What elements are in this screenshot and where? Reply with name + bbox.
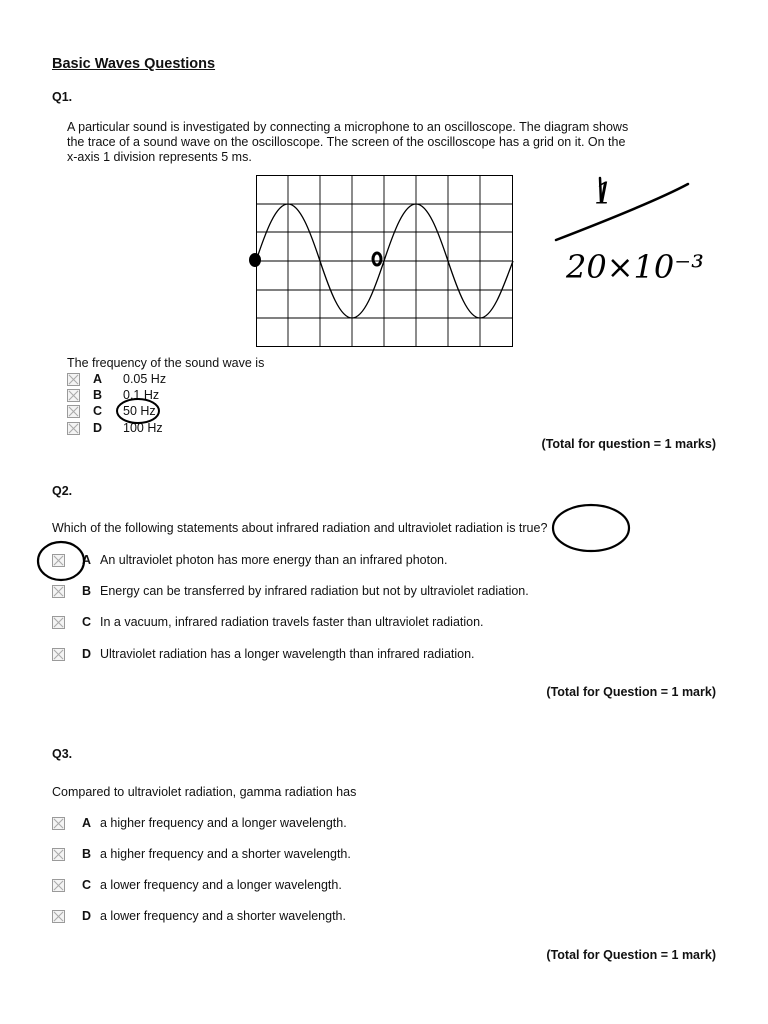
option-text: a higher frequency and a longer wavelength.: [100, 816, 347, 830]
handwritten-dot-marks: [240, 245, 390, 275]
q3-option-d[interactable]: [52, 908, 346, 924]
q2-text: Which of the following statements about infrared radiation and ultraviolet radiation is true?: [52, 521, 548, 535]
handwritten-circle-answer: [112, 394, 164, 428]
q2-option-c[interactable]: [52, 614, 484, 630]
handwritten-denominator: 20×10⁻³: [566, 248, 704, 286]
q3-marks: (Total for Question = 1 mark): [546, 948, 716, 962]
q2-option-a[interactable]: [52, 552, 447, 568]
q3-text: Compared to ultraviolet radiation, gamma radiation has: [52, 785, 357, 799]
option-letter: C: [82, 615, 92, 629]
handwritten-numerator: [590, 172, 620, 212]
q1-text-line-1: A particular sound is investigated by connecting a microphone to an oscilloscope. The diagram shows: [67, 120, 629, 134]
q1-label: Q1.: [52, 90, 73, 104]
q2-option-d[interactable]: [52, 646, 475, 662]
page-title: Basic Waves Questions: [52, 56, 216, 72]
option-letter: B: [82, 584, 92, 598]
option-text: Energy can be transferred by infrared radiation but not by ultraviolet radiation.: [100, 584, 529, 598]
option-letter: D: [93, 421, 103, 435]
q2-option-b[interactable]: [52, 583, 529, 599]
crossed-box-icon[interactable]: [52, 616, 65, 629]
crossed-box-icon[interactable]: [67, 405, 80, 418]
option-letter: D: [82, 909, 92, 923]
option-text: 100 Hz: [123, 421, 163, 435]
q1-text-line-3: x-axis 1 division represents 5 ms.: [67, 150, 252, 164]
option-letter: C: [82, 878, 92, 892]
handwritten-circle-true: [548, 500, 634, 556]
option-text: In a vacuum, infrared radiation travels faster than ultraviolet radiation.: [100, 615, 484, 629]
q2-marks: (Total for Question = 1 mark): [546, 685, 716, 699]
q1-option-a[interactable]: [67, 371, 166, 387]
q3-label: Q3.: [52, 747, 73, 761]
option-letter: D: [82, 647, 92, 661]
q3-option-b[interactable]: [52, 846, 351, 862]
q1-text-line-2: the trace of a sound wave on the oscilloscope. The screen of the oscilloscope has a grid on it. On the: [67, 135, 626, 149]
q1-marks: (Total for question = 1 marks): [541, 437, 716, 451]
option-text: 50 Hz: [123, 404, 156, 418]
crossed-box-icon[interactable]: [52, 910, 65, 923]
option-text: 0.1 Hz: [123, 388, 160, 402]
option-text: Ultraviolet radiation has a longer wavelength than infrared radiation.: [100, 647, 475, 661]
crossed-box-icon[interactable]: [52, 848, 65, 861]
option-letter: A: [82, 553, 92, 567]
option-letter: C: [93, 404, 103, 418]
crossed-box-icon[interactable]: [52, 585, 65, 598]
option-letter: A: [82, 816, 92, 830]
crossed-box-icon[interactable]: [67, 373, 80, 386]
q3-option-a[interactable]: [52, 815, 347, 831]
handwritten-working: [548, 170, 758, 290]
crossed-box-icon[interactable]: [52, 817, 65, 830]
option-letter: A: [93, 372, 103, 386]
crossed-box-icon[interactable]: [52, 879, 65, 892]
handwritten-circle-option-a: [34, 536, 90, 584]
crossed-box-icon[interactable]: [67, 422, 80, 435]
crossed-box-icon[interactable]: [67, 389, 80, 402]
option-text: a higher frequency and a shorter wavelength.: [100, 847, 351, 861]
crossed-box-icon[interactable]: [52, 648, 65, 661]
q3-option-c[interactable]: [52, 877, 342, 893]
q2-label: Q2.: [52, 484, 73, 498]
option-text: a lower frequency and a shorter wavelength.: [100, 909, 346, 923]
option-letter: B: [93, 388, 103, 402]
option-text: An ultraviolet photon has more energy than an infrared photon.: [100, 553, 448, 567]
option-text: 0.05 Hz: [123, 372, 167, 386]
option-letter: B: [82, 847, 92, 861]
q1-prompt: The frequency of the sound wave is: [67, 356, 265, 370]
svg-text:1: 1: [594, 177, 614, 212]
option-text: a lower frequency and a longer wavelength.: [100, 878, 342, 892]
